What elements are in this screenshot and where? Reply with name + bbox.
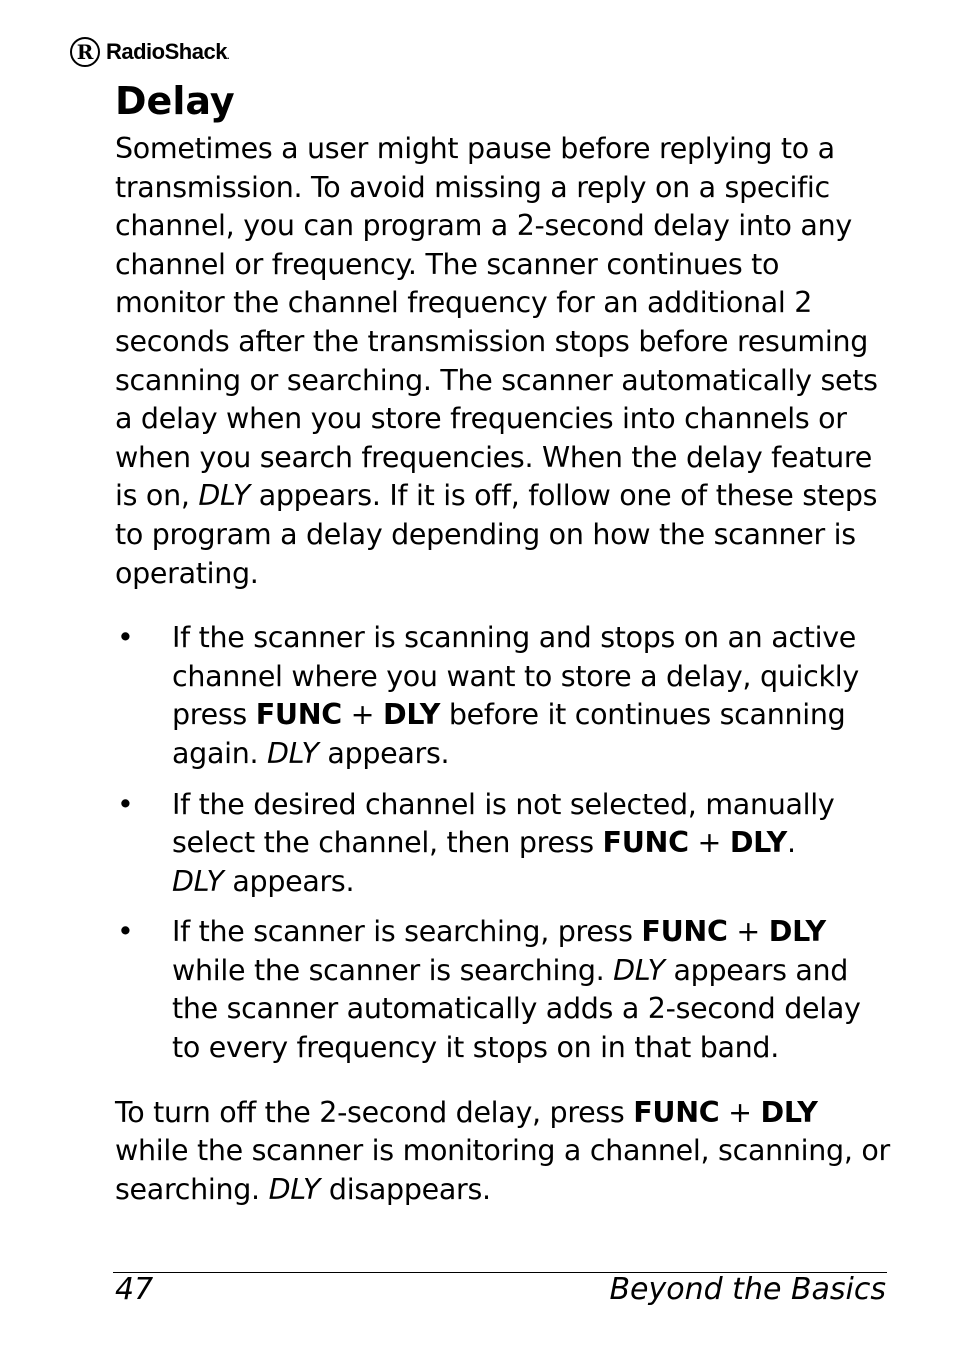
bullet-icon: •	[117, 915, 134, 949]
list-item: • If the scanner is searching, press FUNC + DLY while the scanner is searching. DLY appears and the scanner automatically adds a 2-second delay to every frequency it stops on in that band.	[117, 915, 861, 1065]
bullet-icon: •	[117, 787, 134, 821]
intro-paragraph: Sometimes a user might pause before replying to a transmission. To avoid missing a reply on a specific channel, you can program a 2-second delay into any channel or frequency. The scanner continues to monitor the channel frequency for an additional 2 seconds after the transmission stops before resuming scanning or searching. The scanner automatically sets a delay when you store frequencies into channels or when you search frequencies. When the delay feature is on, DLY appears. If it is off, follow one of these steps to program a delay depending on how the scanner is operating.	[115, 132, 878, 590]
registered-mark-icon: R	[70, 37, 100, 67]
dly-indicator: DLY	[198, 479, 250, 513]
outro-paragraph: To turn off the 2-second delay, press FUNC + DLY while the scanner is monitoring a channel, scanning, or searching. DLY disappears.	[115, 1095, 890, 1206]
body-content	[115, 130, 890, 1209]
page-title: Delay	[115, 79, 235, 123]
brand-name: RadioShack.	[106, 39, 229, 64]
list-item: • If the scanner is scanning and stops on an active channel where you want to store a delay, quickly press FUNC + DLY before it continues scanning again. DLY appears.	[117, 621, 859, 770]
page-number: 47	[115, 1272, 154, 1307]
steps-list	[115, 619, 890, 1068]
bullet-icon: •	[117, 621, 134, 655]
brand-logo	[70, 37, 229, 67]
list-item: • If the desired channel is not selected, manually select the channel, then press FUNC + DLY. DLY appears.	[117, 787, 835, 898]
section-name: Beyond the Basics	[609, 1272, 886, 1307]
